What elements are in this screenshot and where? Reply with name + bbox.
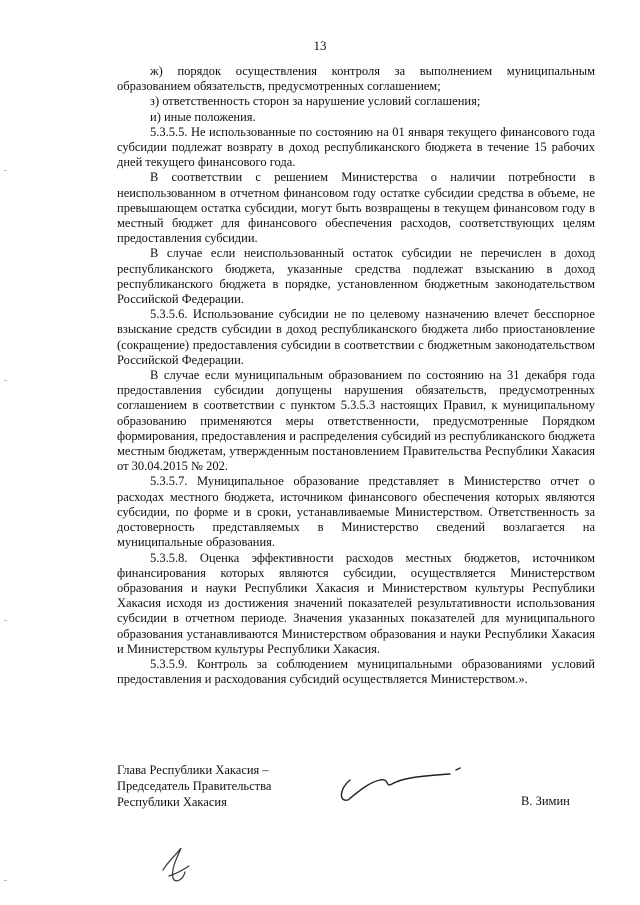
page-number: 13 xyxy=(313,38,327,53)
scan-mark xyxy=(4,380,7,381)
paragraph: 5.3.5.6. Использование субсидии не по целевому назначению влечет бесспорное взыскание средств субсидии в доход республиканского бюджета либо приостановление (сокращение) предоставления субсидии в соответствии с бюджетным законодательством Российской Федерации. xyxy=(117,307,595,367)
paragraph: В случае если неиспользованный остаток субсидии не перечислен в доход республиканского бюджета, указанные средства подлежат взысканию в доход республиканского бюджета в порядке, установленном бюджетным законодательством Российской Федерации. xyxy=(117,246,595,307)
signatory-title-line: Глава Республики Хакасия – xyxy=(117,763,269,777)
paragraph: 5.3.5.7. Муниципальное образование представляет в Министерство отчет о расходах местного бюджета, источником финансового обеспечения которых являются субсидии, по форме и в сроки, устанавливаемые Министерством. Ответственность за достоверность представляемых в Министерство сведений возлагается на муниципальные образования. xyxy=(117,474,595,550)
paragraph: и) иные положения. xyxy=(150,109,256,124)
paragraph: В соответствии с решением Министерства о наличии потребности в неиспользованном в отчетном финансовом году остатке субсидии средства в объеме, не превышающем остатка субсидии, могут быть возвращены в текущем финансовом году в местный бюджет для финансового обеспечения расходов, соответствующих целям предоставления субсидии. xyxy=(117,170,595,246)
paragraph: з) ответственность сторон за нарушение условий соглашения; xyxy=(150,94,481,109)
signatory-name: В. Зимин xyxy=(521,794,570,808)
paragraph: 5.3.5.8. Оценка эффективности расходов местных бюджетов, источником финансирования которых являются субсидии, осуществляется Министерством образования и науки Республики Хакасия и Министерством культуры Республики Хакасия исходя из достижения значений показателей результативности использования субсидии в отчетном периоде. Значения указанных показателей для муниципального образования устанавливаются Министерством образования и науки Республики Хакасия и Министерством культуры Республики Хакасия. xyxy=(117,550,595,656)
scan-mark xyxy=(4,620,7,621)
paragraph: ж) порядок осуществления контроля за выполнением муниципальным образованием обязательств, предусмотренных соглашением; xyxy=(117,64,595,94)
paragraph: 5.3.5.9. Контроль за соблюдением муниципальными образованиями условий предоставления и расходования субсидий осуществляется Министерством.». xyxy=(117,656,595,687)
paragraph: В случае если муниципальным образованием по состоянию на 31 декабря года предоставления субсидии допущены нарушения обязательств, предусмотренных соглашением в соответствии с пунктом 5.3.5.3 настоящих Правил, к муниципальному образованию применяются меры ответственности, предусмотренные Порядком формирования, предоставления и распределения субсидий из республиканского бюджета местным бюджетам, утвержденным постановлением Правительства Республики Хакасия от 30.04.2015 № 202. xyxy=(117,368,595,474)
paragraph: 5.3.5.5. Не использованные по состоянию на 01 января текущего финансового года субсидии подлежат возврату в доход республиканского бюджета в течение 15 рабочих дней текущего финансового года. xyxy=(117,124,595,170)
signatory-title-line: Председатель Правительства xyxy=(117,779,272,793)
document-body xyxy=(117,64,595,687)
signatory-title-line: Республики Хакасия xyxy=(117,795,227,809)
signatory-title xyxy=(117,762,271,810)
initials-mark xyxy=(155,840,195,895)
scan-mark xyxy=(4,170,7,171)
handwritten-signature xyxy=(330,760,470,815)
scan-mark xyxy=(4,880,7,881)
